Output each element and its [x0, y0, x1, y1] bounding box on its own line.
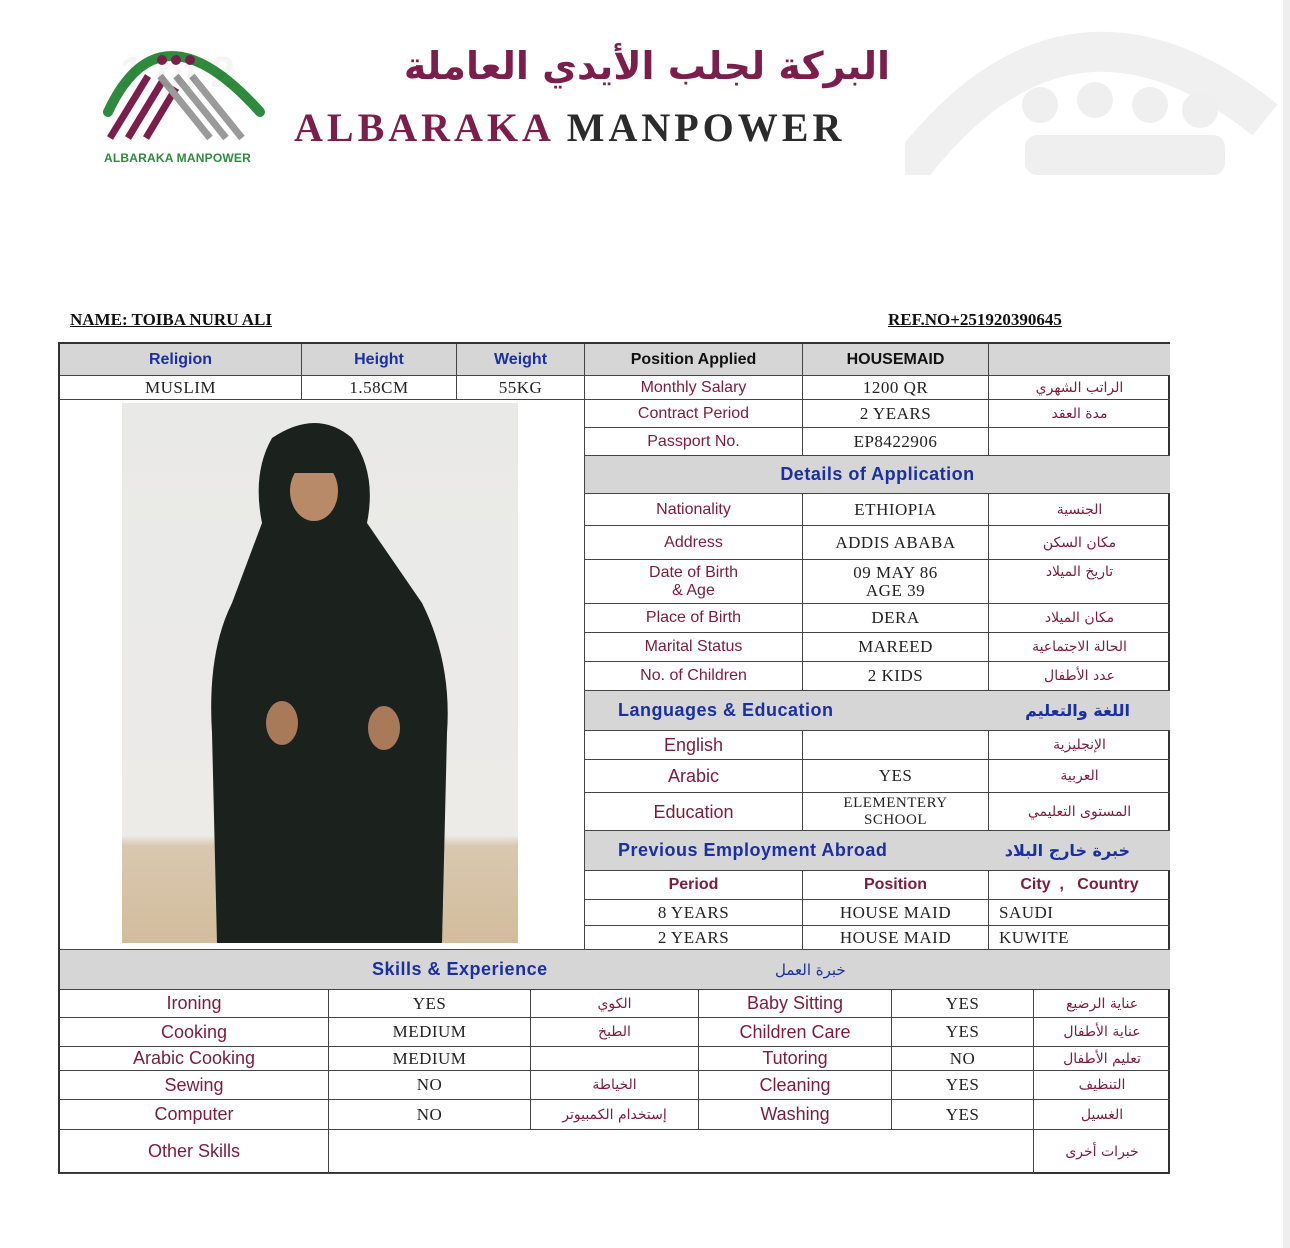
company-name-arabic: البركة لجلب الأيدي العاملة — [403, 44, 890, 88]
skill-right-value: YES — [892, 1071, 1034, 1100]
skill-right-value: YES — [892, 1018, 1034, 1047]
position-ar-empty — [989, 344, 1170, 376]
dob-label-line1: Date of Birth — [649, 563, 738, 581]
languages-header — [585, 691, 1170, 731]
company-name-english — [294, 104, 845, 151]
passport-ar — [989, 428, 1170, 456]
dob-label-line2: & Age — [672, 581, 715, 599]
height-header: Height — [302, 344, 457, 376]
weight-value: 55KG — [457, 376, 585, 400]
passport-label: Passport No. — [585, 428, 803, 456]
skill-left-value: MEDIUM — [329, 1018, 531, 1047]
salary-label: Monthly Salary — [585, 376, 803, 400]
passport-value: EP8422906 — [803, 428, 989, 456]
dob-date: 09 MAY 86 — [853, 562, 938, 582]
employment-title-ar: خبرة خارج البلاد — [1004, 841, 1130, 860]
emp2-position: HOUSE MAID — [803, 926, 989, 950]
contract-ar: مدة العقد — [989, 400, 1170, 428]
education-line2: SCHOOL — [863, 811, 927, 828]
skill-right-label: Children Care — [699, 1018, 892, 1047]
skills-header — [60, 950, 1170, 990]
skill-right-value: YES — [892, 1100, 1034, 1130]
details-title: Details of Application — [585, 456, 1170, 494]
emp1-place: SAUDI — [989, 900, 1170, 926]
skill-right-ar: عناية الأطفال — [1034, 1018, 1170, 1047]
education-line1: ELEMENTERY — [843, 794, 948, 811]
skill-left-label: Sewing — [60, 1071, 329, 1100]
marital-value: MAREED — [803, 633, 989, 662]
dob-label — [585, 560, 803, 604]
emp2-period: 2 YEARS — [585, 926, 803, 950]
position-label: Position Applied — [585, 344, 803, 376]
address-label: Address — [585, 526, 803, 560]
skill-left-label: Ironing — [60, 990, 329, 1018]
logo-caption: ALBARAKA MANPOWER — [104, 151, 251, 165]
education-label: Education — [585, 793, 803, 831]
address-ar: مكان السكن — [989, 526, 1170, 560]
salary-ar: الراتب الشهري — [989, 376, 1170, 400]
skill-right-value: NO — [892, 1047, 1034, 1071]
arabic-label: Arabic — [585, 760, 803, 793]
children-ar: عدد الأطفال — [989, 662, 1170, 691]
children-value: 2 KIDS — [803, 662, 989, 691]
skill-left-label: Cooking — [60, 1018, 329, 1047]
skill-right-label: Tutoring — [699, 1047, 892, 1071]
skill-left-value: YES — [329, 990, 531, 1018]
emp-position-header: Position — [803, 871, 989, 900]
dob-ar: تاريخ الميلاد — [989, 560, 1170, 604]
skill-left-value: NO — [329, 1100, 531, 1130]
english-label: English — [585, 731, 803, 760]
watermark-logo-icon — [905, 0, 1285, 175]
emp1-position: HOUSE MAID — [803, 900, 989, 926]
brand-word-1: ALBARAKA — [294, 105, 553, 150]
skill-left-ar: الخياطة — [531, 1071, 699, 1100]
employment-header — [585, 831, 1170, 871]
contract-value: 2 YEARS — [803, 400, 989, 428]
other-skills-label: Other Skills — [60, 1130, 329, 1174]
skill-right-ar: عناية الرضيع — [1034, 990, 1170, 1018]
brand-word-2: MANPOWER — [566, 105, 846, 150]
height-value: 1.58CM — [302, 376, 457, 400]
person-figure-icon — [122, 403, 518, 943]
other-skills-value — [329, 1130, 1034, 1174]
arabic-ar: العربية — [989, 760, 1170, 793]
english-value — [803, 731, 989, 760]
address-value: ADDIS ABABA — [803, 526, 989, 560]
emp2-place: KUWITE — [989, 926, 1170, 950]
skill-left-ar: الطبخ — [531, 1018, 699, 1047]
skill-right-label: Washing — [699, 1100, 892, 1130]
religion-header: Religion — [60, 344, 302, 376]
birthplace-ar: مكان الميلاد — [989, 604, 1170, 633]
education-ar: المستوى التعليمي — [989, 793, 1170, 831]
contract-label: Contract Period — [585, 400, 803, 428]
languages-title: Languages & Education — [618, 700, 834, 720]
languages-title-ar: اللغة والتعليم — [1025, 701, 1130, 720]
candidate-photo — [122, 403, 518, 943]
nationality-label: Nationality — [585, 494, 803, 526]
dob-age: AGE 39 — [865, 580, 926, 600]
skill-right-ar: الغسيل — [1034, 1100, 1170, 1130]
skill-left-value: MEDIUM — [329, 1047, 531, 1071]
skill-right-value: YES — [892, 990, 1034, 1018]
reference-number: REF.NO+251920390645 — [888, 310, 1062, 329]
skills-title-ar: خبرة العمل — [775, 960, 846, 979]
other-skills-ar: خبرات أخرى — [1065, 1144, 1139, 1160]
skills-title: Skills & Experience — [372, 959, 548, 979]
place-header: City , Country — [989, 871, 1170, 900]
skill-left-label: Arabic Cooking — [60, 1047, 329, 1071]
skill-left-ar: إستخدام الكمبيوتر — [531, 1100, 699, 1130]
skill-left-ar: الكوي — [531, 990, 699, 1018]
birthplace-value: DERA — [803, 604, 989, 633]
period-header: Period — [585, 871, 803, 900]
weight-header: Weight — [457, 344, 585, 376]
dob-value — [803, 560, 989, 604]
english-ar: الإنجليزية — [989, 731, 1170, 760]
skill-left-value: NO — [329, 1071, 531, 1100]
nationality-ar: الجنسية — [989, 494, 1170, 526]
salary-value: 1200 QR — [803, 376, 989, 400]
marital-ar: الحالة الاجتماعية — [989, 633, 1170, 662]
education-value — [803, 793, 989, 831]
nationality-value: ETHIOPIA — [803, 494, 989, 526]
marital-label: Marital Status — [585, 633, 803, 662]
skill-right-label: Baby Sitting — [699, 990, 892, 1018]
children-label: No. of Children — [585, 662, 803, 691]
skill-left-label: Computer — [60, 1100, 329, 1130]
skill-right-ar: التنظيف — [1034, 1071, 1170, 1100]
skill-right-label: Cleaning — [699, 1071, 892, 1100]
skill-left-ar — [531, 1047, 699, 1071]
birthplace-label: Place of Birth — [585, 604, 803, 633]
watermark-text — [120, 48, 235, 98]
employment-title: Previous Employment Abroad — [618, 840, 888, 860]
position-value: HOUSEMAID — [803, 344, 989, 376]
arabic-value: YES — [803, 760, 989, 793]
religion-value: MUSLIM — [60, 376, 302, 400]
candidate-name: NAME: TOIBA NURU ALI — [70, 310, 272, 329]
emp1-period: 8 YEARS — [585, 900, 803, 926]
skill-right-ar: تعليم الأطفال — [1034, 1047, 1170, 1071]
page-edge — [1283, 0, 1290, 1248]
